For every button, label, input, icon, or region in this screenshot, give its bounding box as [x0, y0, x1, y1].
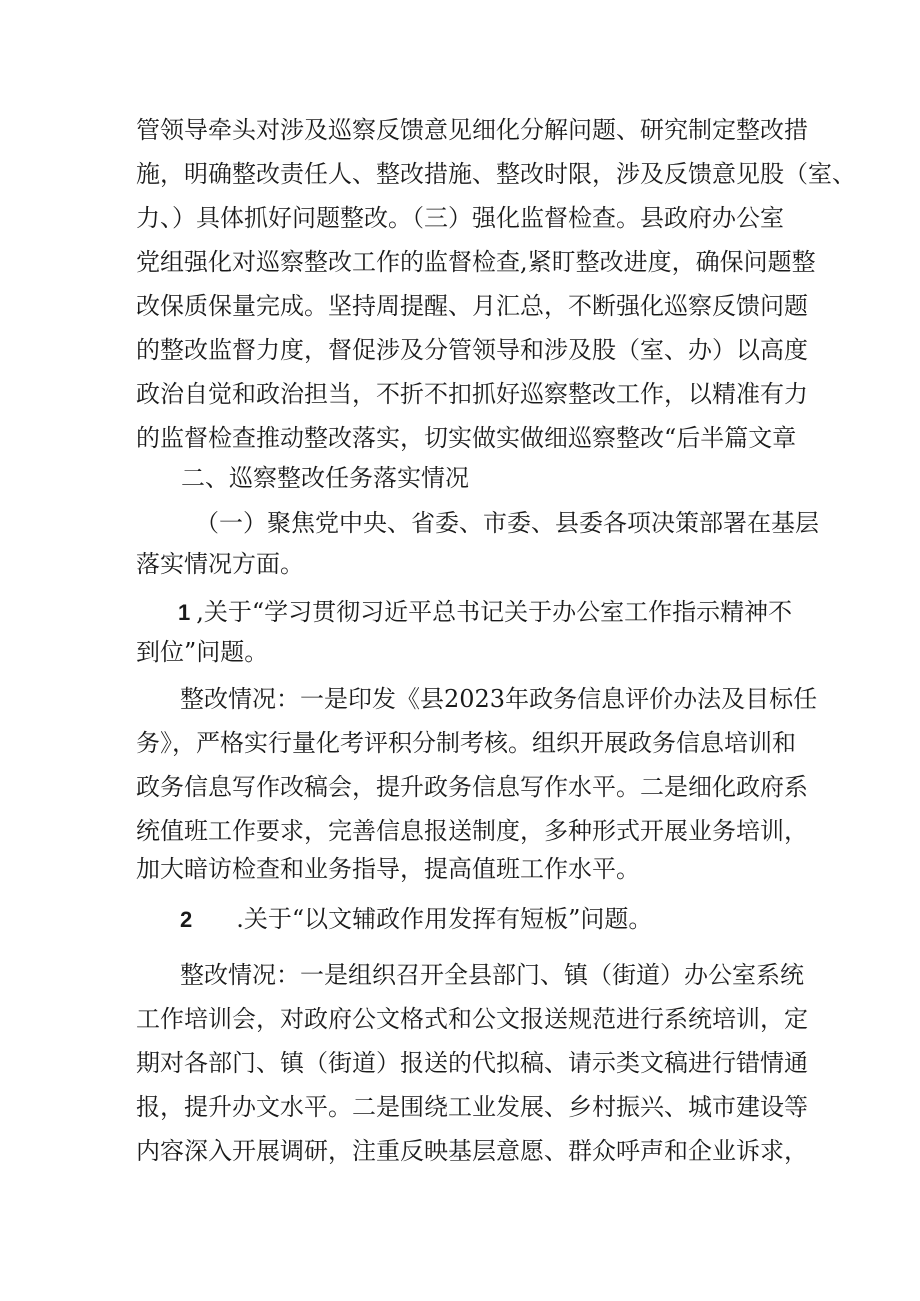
subsection-heading-cont: 落实情况方面。 [136, 550, 304, 578]
paragraph-line: 的监督检查推动整改落实，切实做实做细巡察整改“后半篇文章 [136, 424, 797, 452]
item-1-title-cont: 到位”问题。 [136, 638, 269, 666]
subsection-heading: （一）聚焦党中央、省委、市委、县委各项决策部署在基层 [195, 509, 819, 537]
paragraph-line: 内容深入开展调研，注重反映基层意愿、群众呼声和企业诉求， [136, 1137, 808, 1165]
item-2-title [180, 904, 652, 935]
paragraph-line: 整改情况：一是印发《县2023年政务信息评价办法及目标任 [180, 685, 818, 713]
paragraph-line: 力、）具体抓好问题整改。（三）强化监督检查。县政府办公室 [136, 204, 784, 232]
item-2-number: 2 [180, 907, 193, 932]
section-heading: 二、巡察整改任务落实情况 [181, 464, 469, 492]
paragraph-line: 务》，严格实行量化考评积分制考核。组织开展政务信息培训和 [136, 729, 796, 757]
paragraph-line: 统值班工作要求，完善信息报送制度，多种形式开展业务培训， [136, 817, 808, 845]
paragraph-line: 政治自觉和政治担当，不折不扣抓好巡察整改工作，以精准有力 [136, 380, 808, 408]
paragraph-line: 报，提升办文水平。二是围绕工业发展、乡村振兴、城市建设等 [136, 1093, 808, 1121]
item-1-text: 学习贯彻习近平总书记关于办公室工作指示精神不 [264, 598, 793, 626]
item-2-text: .关于“以文辅政作用发挥有短板”问题。 [236, 905, 653, 933]
paragraph-line: 加大暗访检查和业务指导，提高值班工作水平。 [136, 855, 640, 883]
paragraph-line: 期对各部门、镇（街道）报送的代拟稿、请示类文稿进行错情通 [136, 1049, 808, 1077]
paragraph-line: 整改情况：一是组织召开全县部门、镇（街道）办公室系统 [180, 961, 804, 989]
paragraph-line: 党组强化对巡察整改工作的监督检查,紧盯整改进度，确保问题整 [136, 248, 816, 276]
item-1-title [178, 597, 792, 628]
paragraph-line: 工作培训会，对政府公文格式和公文报送规范进行系统培训，定 [136, 1005, 808, 1033]
paragraph-line: 的整改监督力度，督促涉及分管领导和涉及股（室、办）以高度 [136, 336, 808, 364]
item-1-prefix: ,关于“ [196, 598, 265, 626]
item-1-number: 1 [178, 600, 191, 625]
paragraph-line: 政务信息写作改稿会，提升政务信息写作水平。二是细化政府系 [136, 773, 808, 801]
paragraph-line: 改保质保量完成。坚持周提醒、月汇总，不断强化巡察反馈问题 [136, 292, 808, 320]
paragraph-line: 管领导牵头对涉及巡察反馈意见细化分解问题、研究制定整改措 [136, 116, 808, 144]
paragraph-line: 施，明确整改责任人、整改措施、整改时限，涉及反馈意见股（室、 [136, 160, 856, 188]
